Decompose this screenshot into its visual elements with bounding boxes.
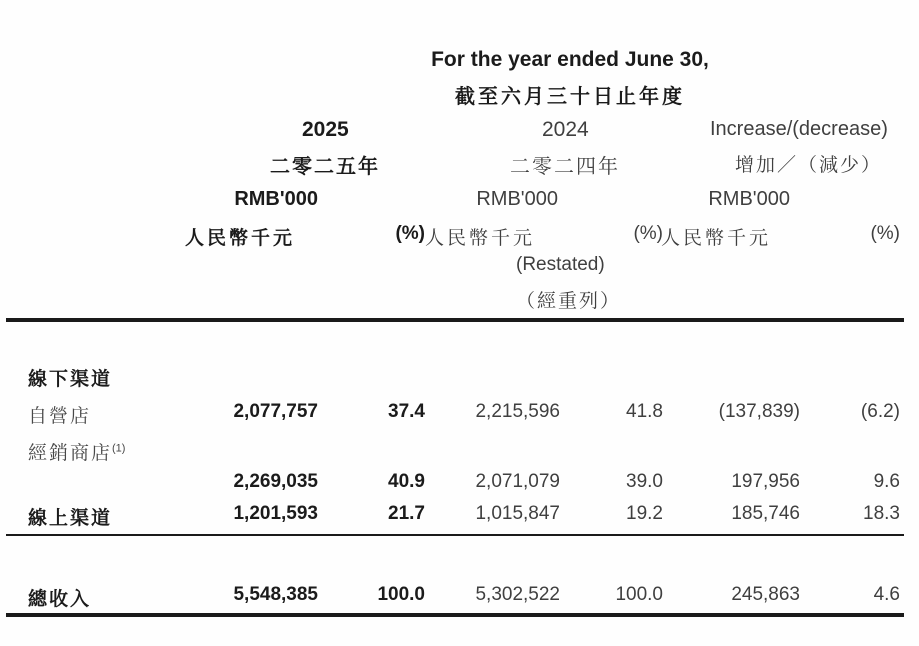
period-heading-en: For the year ended June 30, bbox=[431, 48, 709, 71]
row-label: 線上渠道 bbox=[28, 508, 113, 529]
table-row-offline-channels bbox=[28, 364, 900, 391]
cell-2025-pct bbox=[318, 364, 425, 391]
cell-change-pct: 4.6 bbox=[873, 584, 900, 605]
col-2024-unit-en: RMB'000 bbox=[476, 188, 558, 210]
col-2024-unit-zh: 人民幣千元 bbox=[424, 228, 535, 249]
col-change-unit-en: RMB'000 bbox=[708, 188, 790, 210]
row-label: 線下渠道 bbox=[28, 369, 113, 390]
cell-2025-rmb: 5,548,385 bbox=[233, 584, 318, 605]
row-label bbox=[28, 438, 199, 465]
table-row-distributor-stores-values bbox=[28, 471, 900, 493]
row-label: 自營店 bbox=[28, 406, 92, 427]
col-2025-year-zh: 二零二五年 bbox=[270, 156, 380, 178]
footnote-marker: (1) bbox=[112, 442, 126, 455]
col-change-pct-label: (%) bbox=[870, 223, 900, 244]
table-row-total-revenue bbox=[28, 584, 900, 611]
row-label bbox=[28, 471, 199, 493]
cell-2025-pct: 100.0 bbox=[377, 584, 425, 605]
header-divider-rule bbox=[6, 318, 904, 322]
cell-2024-pct bbox=[560, 364, 663, 391]
cell-2025-rmb: 2,269,035 bbox=[233, 471, 318, 492]
col-2024-year-zh: 二零二四年 bbox=[510, 156, 620, 178]
table-row-distributor-stores-label bbox=[28, 438, 199, 465]
period-heading-zh: 截至六月三十日止年度 bbox=[455, 86, 685, 108]
col-change-title-en: Increase/(decrease) bbox=[710, 118, 888, 140]
cell-2024-pct: 19.2 bbox=[626, 503, 663, 524]
cell-change-rmb: 245,863 bbox=[731, 584, 800, 605]
cell-change-rmb: 185,746 bbox=[731, 503, 800, 524]
cell-2025-rmb bbox=[199, 364, 318, 391]
col-change-unit-zh: 人民幣千元 bbox=[660, 228, 771, 249]
col-2025-unit-en: RMB'000 bbox=[234, 188, 318, 210]
cell-2024-pct: 100.0 bbox=[615, 584, 663, 605]
subtotal-divider-rule bbox=[6, 534, 904, 536]
col-2025-unit-zh: 人民幣千元 bbox=[184, 228, 295, 249]
cell-2025-pct: 40.9 bbox=[388, 471, 425, 492]
cell-2024-rmb: 5,302,522 bbox=[475, 584, 560, 605]
cell-2025-pct: 21.7 bbox=[388, 503, 425, 524]
cell-2025-pct: 37.4 bbox=[388, 401, 425, 422]
cell-2024-pct: 41.8 bbox=[626, 401, 663, 422]
table-row-self-operated-stores bbox=[28, 401, 900, 428]
cell-2024-rmb bbox=[425, 364, 560, 391]
cell-2024-rmb: 2,215,596 bbox=[475, 401, 560, 422]
col-2024-year-en: 2024 bbox=[542, 118, 589, 141]
col-2024-pct-label: (%) bbox=[633, 223, 663, 244]
cell-change-rmb: 197,956 bbox=[731, 471, 800, 492]
cell-2024-rmb: 1,015,847 bbox=[475, 503, 560, 524]
cell-change-rmb bbox=[663, 364, 800, 391]
cell-change-pct: (6.2) bbox=[860, 401, 900, 422]
cell-change-pct: 9.6 bbox=[873, 471, 900, 492]
cell-change-pct bbox=[800, 364, 900, 391]
cell-2024-pct: 39.0 bbox=[626, 471, 663, 492]
col-2025-pct-label: (%) bbox=[395, 223, 425, 244]
cell-2025-rmb: 2,077,757 bbox=[233, 401, 318, 422]
col-change-title-zh: 增加／（減少） bbox=[735, 155, 883, 176]
cell-2025-rmb: 1,201,593 bbox=[233, 503, 318, 524]
cell-2024-rmb: 2,071,079 bbox=[475, 471, 560, 492]
row-label-text: 經銷商店 bbox=[28, 443, 113, 464]
cell-change-rmb: (137,839) bbox=[718, 401, 800, 422]
col-2024-restated-zh: （經重列） bbox=[516, 291, 622, 312]
table-row-online-channels bbox=[28, 503, 900, 530]
col-2024-restated-en: (Restated) bbox=[516, 254, 605, 275]
cell-change-pct: 18.3 bbox=[863, 503, 900, 524]
col-2025-year-en: 2025 bbox=[302, 118, 349, 141]
total-bottom-rule bbox=[6, 613, 904, 617]
row-label: 總收入 bbox=[28, 589, 92, 610]
